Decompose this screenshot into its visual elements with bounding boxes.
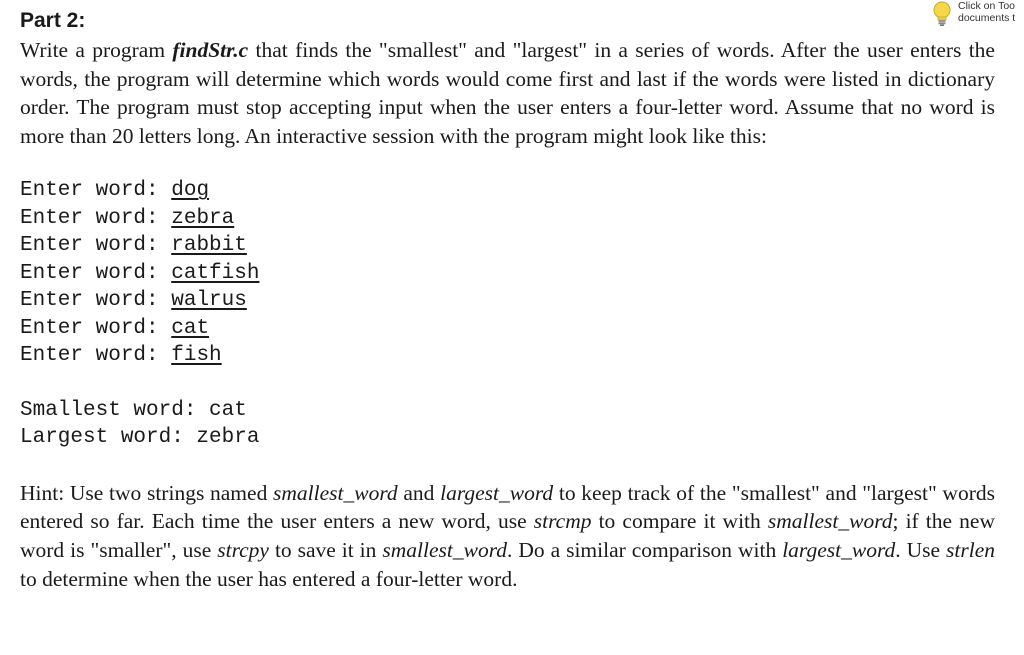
- session-prompt: Enter word:: [20, 261, 172, 285]
- intro-text-2: that finds the "smallest" and "largest" in a series of words. After the user enters the words, the program will determine which words would come first and last if the words were listed in dictionary order. The program must stop accepting input when the user enters a four-letter word. Assume that no word is more than 20 letters long. An interactive session with the program might look like this:: [20, 38, 995, 148]
- intro-paragraph: [20, 36, 995, 150]
- document-page: [20, 6, 995, 593]
- tooltip-line-2: documents t: [958, 12, 1016, 24]
- session-input: zebra: [171, 206, 235, 230]
- session-line: [20, 315, 995, 343]
- hint-text: to save it in: [268, 538, 383, 563]
- hint-text: . Use: [895, 538, 947, 563]
- session-line: [20, 205, 995, 233]
- session-line: [20, 232, 995, 260]
- variable-name: smallest_word: [767, 509, 893, 534]
- hint-text: to compare it with: [591, 509, 768, 534]
- hint-text: . Do a similar comparison with: [507, 538, 783, 563]
- hint-text: Hint: Use two strings named: [20, 480, 274, 505]
- hint-text: and: [397, 480, 441, 505]
- program-filename: findStr.c: [172, 38, 249, 62]
- variable-name: smallest_word: [382, 538, 508, 563]
- function-name: strcmp: [533, 509, 592, 534]
- session-input: rabbit: [171, 234, 247, 258]
- session-input: dog: [171, 179, 210, 203]
- session-prompt: Enter word:: [20, 344, 172, 368]
- session-prompt: Enter word:: [20, 179, 172, 203]
- smallest-word-output: Smallest word: cat: [20, 398, 247, 422]
- session-prompt: Enter word:: [20, 289, 172, 313]
- session-input: cat: [171, 316, 210, 340]
- session-output: [20, 397, 995, 452]
- function-name: strlen: [946, 538, 996, 563]
- hint-text: ; if the new word is "smaller", use: [20, 509, 995, 563]
- session-line: [20, 287, 995, 315]
- interactive-session: [20, 177, 995, 370]
- variable-name: largest_word: [782, 538, 896, 563]
- session-line: [20, 342, 995, 370]
- session-input: walrus: [171, 289, 247, 313]
- hint-paragraph: [20, 479, 995, 593]
- session-input: fish: [171, 344, 222, 368]
- intro-text-1: Write a program: [20, 38, 173, 62]
- session-input: catfish: [171, 261, 260, 285]
- session-prompt: Enter word:: [20, 316, 172, 340]
- variable-name: largest_word: [440, 480, 554, 505]
- session-line: [20, 177, 995, 205]
- tooltip-line-1: Click on Too: [958, 0, 1016, 12]
- function-name: strcpy: [217, 538, 269, 563]
- session-prompt: Enter word:: [20, 206, 172, 230]
- largest-word-output: Largest word: zebra: [20, 426, 260, 450]
- hint-text: to keep track of the "smallest" and "largest" words entered so far. Each time the user enters a new word, use: [20, 480, 995, 534]
- variable-name: smallest_word: [273, 480, 398, 505]
- hint-text: to determine when the user has entered a four-letter word.: [20, 566, 518, 591]
- section-heading: Part 2:: [20, 9, 86, 32]
- session-prompt: Enter word:: [20, 234, 172, 258]
- session-line: [20, 260, 995, 288]
